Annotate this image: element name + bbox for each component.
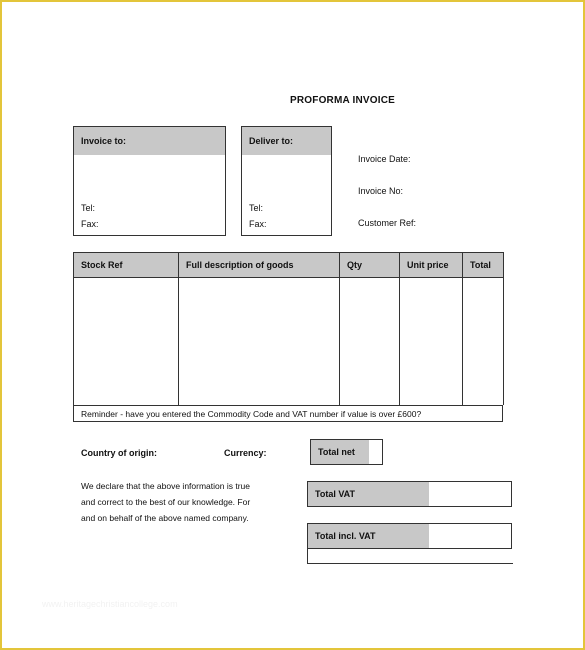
col-header-stock-ref: Stock Ref [74, 253, 179, 278]
total-vat-box [307, 481, 512, 507]
invoice-title: PROFORMA INVOICE [290, 95, 396, 106]
total-net-label: Total net [311, 440, 369, 464]
col-header-qty: Qty [340, 253, 400, 278]
total-incl-vat-box [307, 523, 512, 549]
cell-unit-price [400, 278, 463, 406]
currency-label: Currency: [224, 448, 267, 458]
invoice-to-heading: Invoice to: [74, 127, 225, 155]
watermark: www.heritagechristiancollege.com [42, 599, 178, 609]
col-header-unit-price: Unit price [400, 253, 463, 278]
invoice-no-label: Invoice No: [358, 186, 404, 196]
invoice-page [2, 2, 583, 648]
declaration-line-1: We declare that the above information is true [81, 481, 250, 491]
invoice-to-box [73, 126, 226, 236]
commodity-reminder: Reminder - have you entered the Commodity Code and VAT number if value is over £600? [73, 405, 503, 422]
total-incl-vat-value-area [307, 548, 513, 564]
col-header-total: Total [463, 253, 504, 278]
col-header-description: Full description of goods [179, 253, 340, 278]
cell-qty [340, 278, 400, 406]
deliver-to-heading: Deliver to: [242, 127, 331, 155]
declaration-line-2: and correct to the best of our knowledge. For [81, 497, 251, 507]
total-net-box [310, 439, 383, 465]
goods-table [73, 252, 504, 405]
cell-total [463, 278, 504, 406]
deliver-to-box [241, 126, 332, 236]
goods-table-header [74, 253, 504, 278]
total-vat-label: Total VAT [308, 482, 429, 506]
declaration-text [81, 478, 250, 526]
customer-ref-label: Customer Ref: [358, 218, 417, 228]
table-row [74, 278, 504, 406]
invoice-to-tel-label: Tel: [81, 203, 96, 213]
deliver-to-tel-label: Tel: [249, 203, 264, 213]
invoice-to-fax-label: Fax: [81, 219, 99, 229]
country-of-origin-label: Country of origin: [81, 448, 157, 458]
deliver-to-fax-label: Fax: [249, 219, 267, 229]
cell-description [179, 278, 340, 406]
declaration-line-3: and on behalf of the above named company. [81, 513, 249, 523]
invoice-date-label: Invoice Date: [358, 154, 411, 164]
total-incl-vat-label: Total incl. VAT [308, 524, 429, 548]
cell-stock-ref [74, 278, 179, 406]
